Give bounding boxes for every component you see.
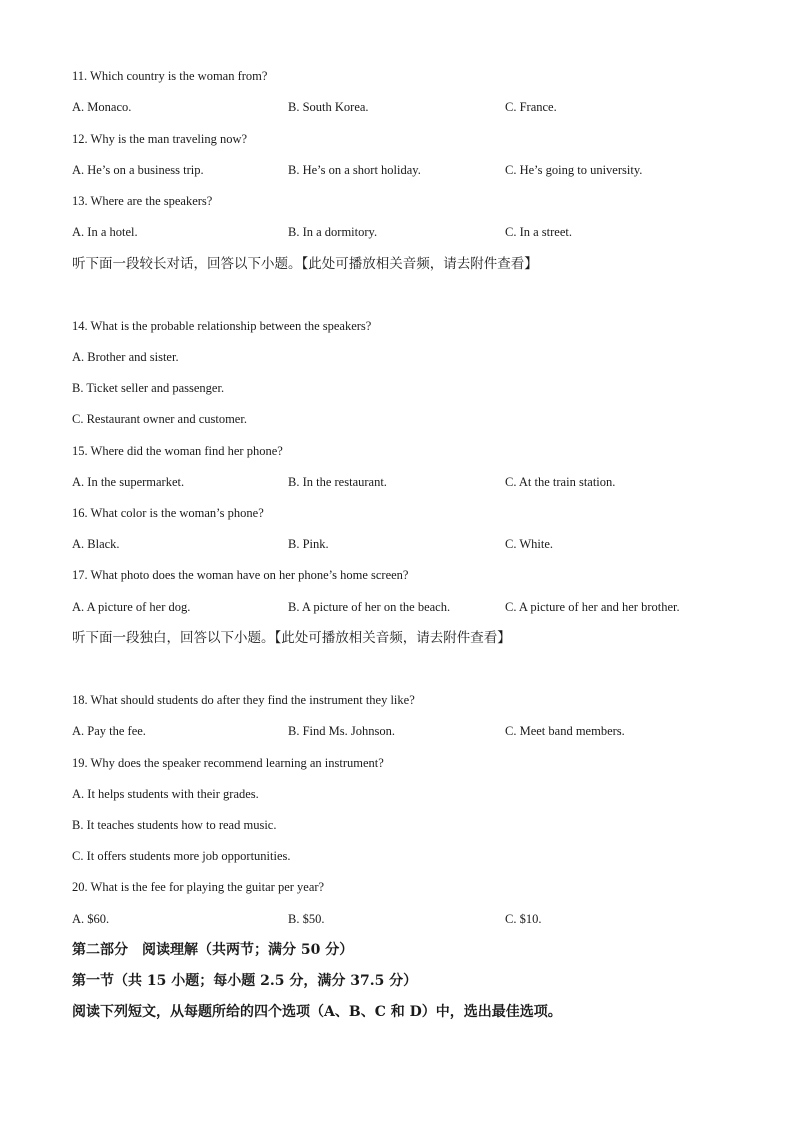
question-12: 12. Why is the man traveling now? bbox=[72, 132, 248, 146]
question-16: 16. What color is the woman’s phone? bbox=[72, 506, 264, 520]
q14-option-c: C. Restaurant owner and customer. bbox=[72, 412, 247, 426]
q13-option-c: C. In a street. bbox=[505, 225, 572, 239]
q15-option-b: B. In the restaurant. bbox=[288, 475, 387, 489]
q17-option-a: A. A picture of her dog. bbox=[72, 600, 191, 614]
question-19: 19. Why does the speaker recommend learning an instrument? bbox=[72, 756, 384, 770]
q19-option-c: C. It offers students more job opportunities. bbox=[72, 849, 291, 863]
question-17: 17. What photo does the woman have on her phone’s home screen? bbox=[72, 568, 409, 582]
q14-option-b: B. Ticket seller and passenger. bbox=[72, 381, 225, 395]
q18-option-a: A. Pay the fee. bbox=[72, 724, 146, 738]
q11-option-a: A. Monaco. bbox=[72, 100, 132, 114]
q20-option-b: B. $50. bbox=[288, 912, 325, 926]
q12-option-b: B. He’s on a short holiday. bbox=[288, 163, 421, 177]
q14-option-a: A. Brother and sister. bbox=[72, 350, 179, 364]
question-13: 13. Where are the speakers? bbox=[72, 194, 213, 208]
q15-option-a: A. In the supermarket. bbox=[72, 475, 185, 489]
q16-option-a: A. Black. bbox=[72, 537, 120, 551]
question-20: 20. What is the fee for playing the guitar per year? bbox=[72, 880, 325, 894]
question-15: 15. Where did the woman find her phone? bbox=[72, 444, 283, 458]
q17-option-b: B. A picture of her on the beach. bbox=[288, 600, 451, 614]
reading-directions: 阅读下列短文，从每题所给的四个选项（A、B、C 和 D）中，选出最佳选项。 bbox=[72, 1004, 562, 1020]
q16-option-c: C. White. bbox=[505, 537, 554, 551]
q18-option-b: B. Find Ms. Johnson. bbox=[288, 724, 395, 738]
q13-option-a: A. In a hotel. bbox=[72, 225, 138, 239]
q12-option-c: C. He’s going to university. bbox=[505, 163, 643, 177]
q20-option-c: C. $10. bbox=[505, 912, 542, 926]
q18-option-c: C. Meet band members. bbox=[505, 724, 625, 738]
long-dialogue-instruction: 听下面一段较长对话，回答以下小题。【此处可播放相关音频，请去附件查看】 bbox=[72, 256, 538, 272]
q17-option-c: C. A picture of her and her brother. bbox=[505, 600, 680, 614]
part-two-heading: 第二部分 阅读理解（共两节；满分 50 分） bbox=[72, 942, 354, 958]
q19-option-a: A. It helps students with their grades. bbox=[72, 787, 259, 801]
q19-option-b: B. It teaches students how to read music. bbox=[72, 818, 277, 832]
q15-option-c: C. At the train station. bbox=[505, 475, 616, 489]
q11-option-c: C. France. bbox=[505, 100, 557, 114]
monologue-instruction: 听下面一段独白，回答以下小题。【此处可播放相关音频，请去附件查看】 bbox=[72, 630, 511, 646]
q12-option-a: A. He’s on a business trip. bbox=[72, 163, 204, 177]
q16-option-b: B. Pink. bbox=[288, 537, 329, 551]
q13-option-b: B. In a dormitory. bbox=[288, 225, 378, 239]
q20-option-a: A. $60. bbox=[72, 912, 110, 926]
q11-option-b: B. South Korea. bbox=[288, 100, 369, 114]
question-14: 14. What is the probable relationship between the speakers? bbox=[72, 319, 372, 333]
question-11: 11. Which country is the woman from? bbox=[72, 69, 268, 83]
section-one-heading: 第一节（共 15 小题；每小题 2.5 分，满分 37.5 分） bbox=[72, 973, 418, 989]
question-18: 18. What should students do after they find the instrument they like? bbox=[72, 693, 415, 707]
